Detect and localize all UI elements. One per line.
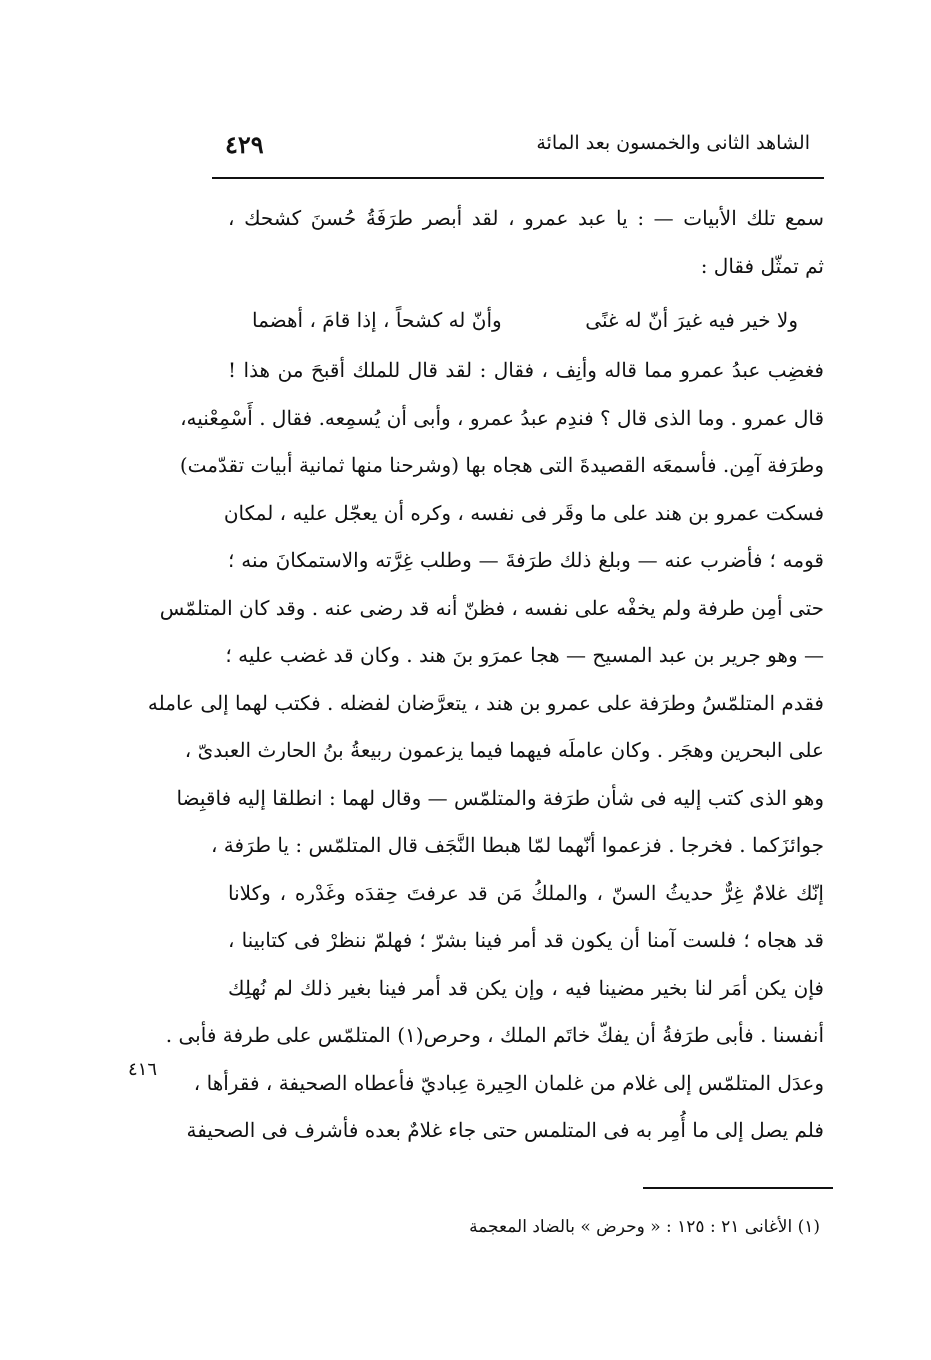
page-number: ٤٢٩ (225, 130, 264, 159)
text-line: جوائزَكما . فخرجا . فزعموا أنّهما لمّا هبطا النَّجَف قال المتلمّس : يا طرَفة ، (210, 833, 824, 857)
running-title: الشاهد الثانى والخمسون بعد المائة (536, 132, 810, 154)
verse-first-hemistich: ولا خير فيه غيرَ أنّ له غنًى (585, 308, 798, 332)
text-line: فسكت عمرو بن هند على ما وقَر فى نفسه ، وكره أن يعجّل عليه ، لمكان (223, 500, 824, 525)
text-line: على البحرين وهجَر . وكان عاملَه فيهما فيما يزعمون ربيعةُ بنُ الحارث العبدىّ ، (184, 738, 824, 762)
footnote-rule (643, 1187, 833, 1189)
text-line: ثم تمثّل فقال : (700, 253, 824, 278)
text-line: فلم يصل إلى ما أُمِر به فى المتلمس حتى جاء غلامٌ بعده فأشرف فى الصحيفة (186, 1118, 824, 1142)
text-line: فقدم المتلمّسُ وطرَفة على عمرو بن هند ، يتعرَّضان لفضله . فكتب لهما إلى عامله (147, 690, 824, 715)
text-line: وطرَفة آمِن. فأسمعَه القصيدةَ التى هجاه بها (وشرحنا منها ثمانية أبيات تقدّمت) (179, 453, 824, 477)
text-line: إنّك غلامٌ غِرٌّ حديثُ السنّ ، والملكُ مَن قد عرفتَ حِقدَه وغَدْره ، وكلانا (228, 880, 824, 905)
verse-second-hemistich: وأنّ له كشحاً ، إذا قامَ ، أهضما (252, 308, 502, 332)
text-line: قومه ؛ فأضرب عنه — وبلغ ذلك طرَفةَ — وطلب غِرَّته والاستمكانَ منه ؛ (228, 548, 824, 572)
text-line: فغضِب عبدُ عمرو مما قاله وأنِف ، فقال : لقد قال للملك أقبحَ من هذا ! (228, 358, 824, 382)
margin-page-reference: ٤١٦ (128, 1059, 158, 1080)
text-line: فإن يكن أمَر لنا بخير مضينا فيه ، وإن يكن قد أمر فينا بغير ذلك لم نُهلِك (228, 975, 824, 1000)
text-line: أنفسنا . فأبى طرَفةُ أن يفكّ خاتَم الملك ، وحرص(١) المتلمّس على طرفة فأبى . (165, 1023, 824, 1047)
text-line: وهو الذى كتب إليه فى شأن طرَفة والمتلمّس — وقال لهما : انطلقا إليه فاقبِضا (176, 785, 824, 810)
footnote: (١) الأغانى ٢١ : ١٢٥ : « وحرض » بالضاد المعجمة (469, 1217, 820, 1237)
text-line: قال عمرو . وما الذى قال ؟ فندِم عبدُ عمرو ، وأبى أن يُسمِعه. فقال . أَسْمِعْنيه، (180, 405, 824, 430)
text-line: قد هجاه ؛ فلست آمنا أن يكون قد أمر فينا بشرّ ؛ فهلمّ ننظرْ فى كتابينا ، (228, 928, 824, 952)
text-line: وعدَل المتلمّس إلى غلام من غلمان الحِيرة عِباديّ فأعطاه الصحيفة ، فقرأها ، (193, 1070, 824, 1095)
text-line: حتى أمِن طرفة ولم يخفْه على نفسه ، فظنّ أنه قد رضى عنه . وقد كان المتلمّس (159, 595, 824, 620)
poetry-verse (252, 295, 798, 345)
text-line: سمع تلك الأبيات — : يا عبد عمرو ، لقد أبصر طرَفَةُ حُسنَ كشحك ، (228, 206, 824, 230)
header-rule (212, 177, 824, 179)
text-line: — وهو جرير بن عبد المسيح — هجا عمرَو بنَ هند . وكان قد غضب عليه ؛ (225, 643, 824, 667)
running-head (225, 128, 810, 168)
